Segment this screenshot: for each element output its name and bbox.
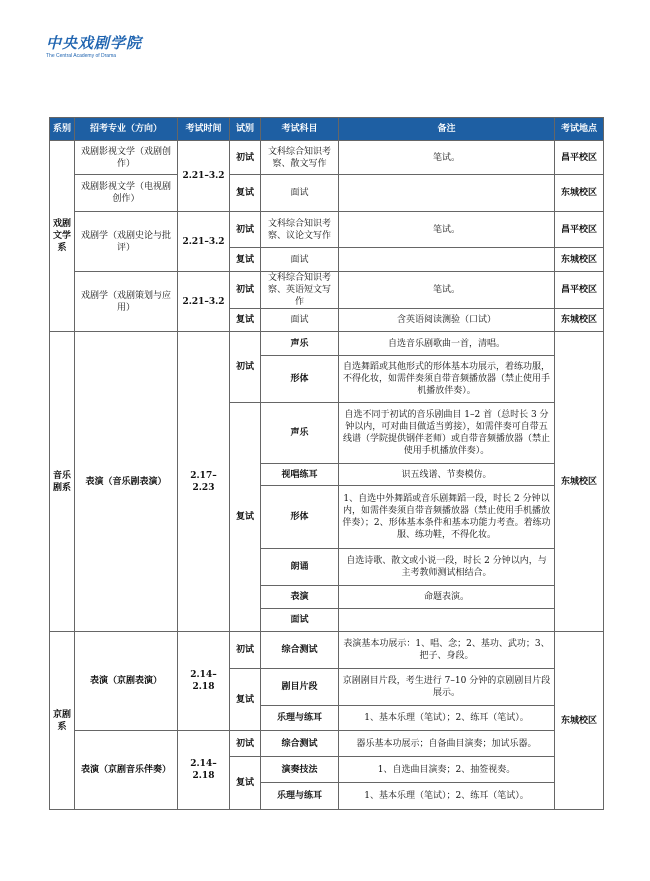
round-cell: 复试 [230,757,261,810]
major-cell: 戏剧学（戏剧史论与批评） [75,212,178,272]
location-cell: 昌平校区 [555,141,604,175]
subject-cell: 形体 [261,486,339,549]
note-cell: 表演基本功展示：1、唱、念；2、基功、武功；3、把子、身段。 [339,632,555,669]
note-cell: 1、自选中外舞蹈或音乐剧舞蹈一段，时长 2 分钟以内，如需伴奏须自带音频播放器（禁止使用手机播放伴奏）；2、形体基本条件和基本功能力考查。着练功服、练功鞋，不得化妆。 [339,486,555,549]
note-cell: 笔试。 [339,141,555,175]
subject-cell: 面试 [261,175,339,212]
note-cell: 1、自选曲目演奏；2、抽签视奏。 [339,757,555,783]
note-cell: 笔试。 [339,212,555,248]
major-cell: 戏剧学（戏剧策划与应用） [75,272,178,332]
logo-name-en: The Central Academy of Drama [46,53,117,59]
subject-cell: 乐理与练耳 [261,783,339,810]
subject-cell: 文科综合知识考察、英语短文写作 [261,272,339,309]
header-major: 招考专业（方向） [75,118,178,141]
round-cell: 复试 [230,248,261,272]
location-cell: 东城校区 [555,175,604,212]
location-cell: 东城校区 [555,309,604,332]
location-cell: 昌平校区 [555,272,604,309]
table-row [50,141,604,175]
major-cell: 表演（京剧音乐伴奏） [75,731,178,810]
subject-cell: 朗诵 [261,549,339,586]
note-cell: 1、基本乐理（笔试）；2、练耳（笔试）。 [339,706,555,731]
header-round: 试别 [230,118,261,141]
location-cell: 东城校区 [555,332,604,632]
round-cell: 初试 [230,731,261,757]
subject-cell: 声乐 [261,403,339,464]
date-cell: 2.17–2.23 [178,332,230,632]
header-dept: 系别 [50,118,75,141]
round-cell: 初试 [230,332,261,403]
dept-cell: 音乐剧系 [50,332,75,632]
subject-cell: 剧目片段 [261,669,339,706]
major-cell: 戏剧影视文学（戏剧创作） [75,141,178,175]
note-cell [339,609,555,632]
note-cell: 器乐基本功展示；自备曲目演奏；加试乐器。 [339,731,555,757]
table-row [50,632,604,669]
subject-cell: 形体 [261,356,339,403]
subject-cell: 演奏技法 [261,757,339,783]
subject-cell: 综合测试 [261,632,339,669]
location-cell: 昌平校区 [555,212,604,248]
subject-cell: 面试 [261,609,339,632]
subject-cell: 文科综合知识考察、议论文写作 [261,212,339,248]
table-row [50,212,604,248]
major-cell: 戏剧影视文学（电视剧创作） [75,175,178,212]
round-cell: 复试 [230,175,261,212]
round-cell: 初试 [230,212,261,248]
note-cell: 笔试。 [339,272,555,309]
table-row [50,332,604,356]
subject-cell: 综合测试 [261,731,339,757]
round-cell: 初试 [230,272,261,309]
subject-cell: 视唱练耳 [261,464,339,486]
location-cell: 东城校区 [555,248,604,272]
header-location: 考试地点 [555,118,604,141]
header-note: 备注 [339,118,555,141]
note-cell: 自选诗歌、散文或小说一段，时长 2 分钟以内，与主考教师测试相结合。 [339,549,555,586]
academy-logo [46,34,206,60]
date-cell: 2.21–3.2 [178,212,230,272]
note-cell [339,248,555,272]
round-cell: 初试 [230,141,261,175]
exam-schedule-table [49,117,604,810]
header-subject: 考试科目 [261,118,339,141]
round-cell: 复试 [230,309,261,332]
date-cell: 2.21–3.2 [178,141,230,212]
header-date: 考试时间 [178,118,230,141]
table-row [50,731,604,757]
note-cell [339,175,555,212]
round-cell: 复试 [230,403,261,632]
major-cell: 表演（音乐剧表演） [75,332,178,632]
dept-cell: 戏剧文学系 [50,141,75,332]
note-cell: 含英语阅读测验（口试） [339,309,555,332]
dept-cell: 京剧系 [50,632,75,810]
note-cell: 自选舞蹈或其他形式的形体基本功展示，着练功服，不得化妆，如需伴奏须自带音频播放器（禁止使用手机播放伴奏）。 [339,356,555,403]
table-row [50,175,604,212]
date-cell: 2.14–2.18 [178,731,230,810]
subject-cell: 声乐 [261,332,339,356]
subject-cell: 面试 [261,248,339,272]
round-cell: 复试 [230,669,261,731]
note-cell: 识五线谱、节奏模仿。 [339,464,555,486]
table-header-row [50,118,604,141]
subject-cell: 表演 [261,586,339,609]
table-row [50,272,604,309]
subject-cell: 乐理与练耳 [261,706,339,731]
date-cell: 2.14–2.18 [178,632,230,731]
note-cell: 京剧剧目片段，考生进行 7–10 分钟的京剧剧目片段展示。 [339,669,555,706]
location-cell: 东城校区 [555,632,604,810]
note-cell: 命题表演。 [339,586,555,609]
subject-cell: 面试 [261,309,339,332]
date-cell: 2.21–3.2 [178,272,230,332]
note-cell: 1、基本乐理（笔试）；2、练耳（笔试）。 [339,783,555,810]
major-cell: 表演（京剧表演） [75,632,178,731]
round-cell: 初试 [230,632,261,669]
note-cell: 自选不同于初试的音乐剧曲目 1–2 首（总时长 3 分钟以内，可对曲目做适当剪接），如需伴奏可自带五线谱（学院提供钢伴老师）或自带音频播放器（禁止使用手机播放伴奏）。 [339,403,555,464]
logo-name-cn: 中央戏剧学院 [46,34,143,52]
subject-cell: 文科综合知识考察、散文写作 [261,141,339,175]
note-cell: 自选音乐剧歌曲一首，清唱。 [339,332,555,356]
